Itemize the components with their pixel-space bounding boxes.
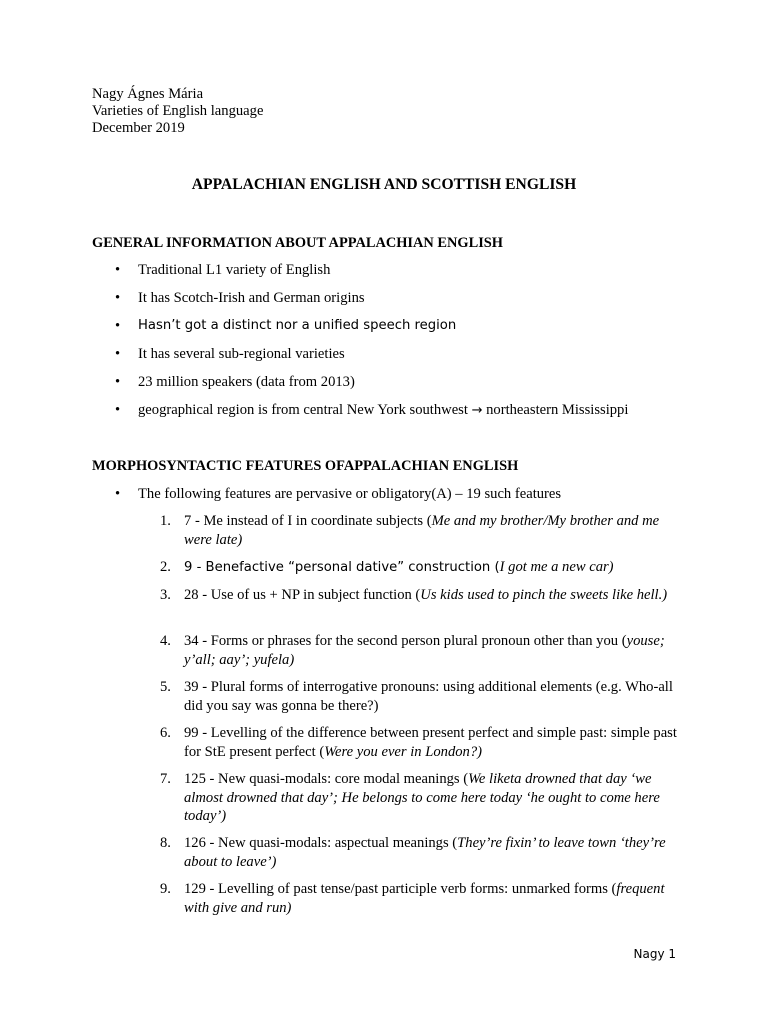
feature-example: frequent with give and run) xyxy=(184,881,665,916)
feature-item xyxy=(160,586,680,605)
feature-number: 8. xyxy=(160,835,171,851)
list-item-text: Hasn’t got a distinct nor a unified speech region xyxy=(138,318,457,333)
list-item-text: Traditional L1 variety of English xyxy=(138,262,331,278)
feature-description: 129 - Levelling of past tense/past participle verb forms: unmarked forms ( xyxy=(184,881,617,897)
list-item-text xyxy=(138,402,628,419)
document-title: APPALACHIAN ENGLISH AND SCOTTISH ENGLISH xyxy=(191,176,577,193)
feature-item xyxy=(160,724,680,761)
bullet-marker: • xyxy=(115,402,121,418)
bullet-marker: • xyxy=(115,262,121,278)
arrow-right-icon: → xyxy=(471,403,483,418)
feature-item xyxy=(160,632,680,669)
document-date: December 2019 xyxy=(92,120,185,136)
bullet-marker: • xyxy=(115,346,121,362)
bullet-marker: • xyxy=(115,318,121,334)
feature-description: 34 - Forms or phrases for the second person plural pronoun other than you ( xyxy=(184,633,627,649)
feature-item xyxy=(160,880,680,917)
feature-item xyxy=(160,512,680,549)
feature-example: Were you ever in London?) xyxy=(324,743,482,760)
feature-example: They’re fixin’ to leave town ‘they’re about to leave’) xyxy=(184,835,666,870)
list-item-text: It has Scotch-Irish and German origins xyxy=(138,290,365,306)
feature-example: youse; y’all; aay’; yufela) xyxy=(184,633,665,668)
feature-description: 99 - Levelling of the difference between present perfect and simple past: simple past for StE present perfect ( xyxy=(184,725,677,760)
feature-number: 1. xyxy=(160,513,171,529)
feature-number: 6. xyxy=(160,725,171,741)
feature-item xyxy=(160,678,680,715)
feature-number: 4. xyxy=(160,633,171,649)
feature-example: I got me a new car) xyxy=(499,559,614,575)
list-item-text: It has several sub-regional varieties xyxy=(138,346,345,362)
region-text-end: northeastern Mississippi xyxy=(486,402,629,418)
morpho-section-heading: MORPHOSYNTACTIC FEATURES OFAPPALACHIAN ENGLISH xyxy=(92,458,519,474)
feature-description: 125 - New quasi-modals: core modal meanings ( xyxy=(184,771,469,787)
feature-example: Us kids used to pinch the sweets like hell.) xyxy=(420,587,668,603)
feature-number: 7. xyxy=(160,771,171,787)
feature-example: We liketa drowned that day ‘we almost drowned that day’; He belongs to come here today ‘he ought to come here today’) xyxy=(184,771,660,824)
feature-example: Me and my brother/My brother and me were late) xyxy=(184,513,660,548)
list-item-text: The following features are pervasive or obligatory(A) – 19 such features xyxy=(138,486,562,502)
bullet-marker: • xyxy=(115,290,121,306)
bullet-marker: • xyxy=(115,374,121,390)
feature-item xyxy=(160,834,680,871)
feature-number: 9. xyxy=(160,881,171,897)
feature-item xyxy=(160,558,680,578)
region-text-start: geographical region is from central New York southwest xyxy=(138,402,468,418)
feature-description: 7 - Me instead of I in coordinate subjects ( xyxy=(184,513,432,529)
course-name: Varieties of English language xyxy=(92,103,264,119)
general-section-heading: GENERAL INFORMATION ABOUT APPALACHIAN ENGLISH xyxy=(92,235,503,251)
feature-number: 5. xyxy=(160,679,171,695)
feature-description: 9 - Benefactive “personal dative” construction ( xyxy=(184,560,500,575)
bullet-marker: • xyxy=(115,486,121,502)
feature-number: 3. xyxy=(160,587,171,603)
author-name: Nagy Ágnes Mária xyxy=(92,86,204,102)
page-number: Nagy 1 xyxy=(633,947,676,961)
document-header xyxy=(92,86,263,137)
feature-description: 39 - Plural forms of interrogative pronouns: using additional elements (e.g. Who-all did you say was gonna be there?) xyxy=(184,679,673,714)
feature-description: 126 - New quasi-modals: aspectual meanings ( xyxy=(184,835,458,851)
feature-description: 28 - Use of us + NP in subject function ( xyxy=(184,587,421,603)
feature-item xyxy=(160,770,680,826)
list-item-text: 23 million speakers (data from 2013) xyxy=(138,374,355,390)
feature-number: 2. xyxy=(160,559,171,575)
